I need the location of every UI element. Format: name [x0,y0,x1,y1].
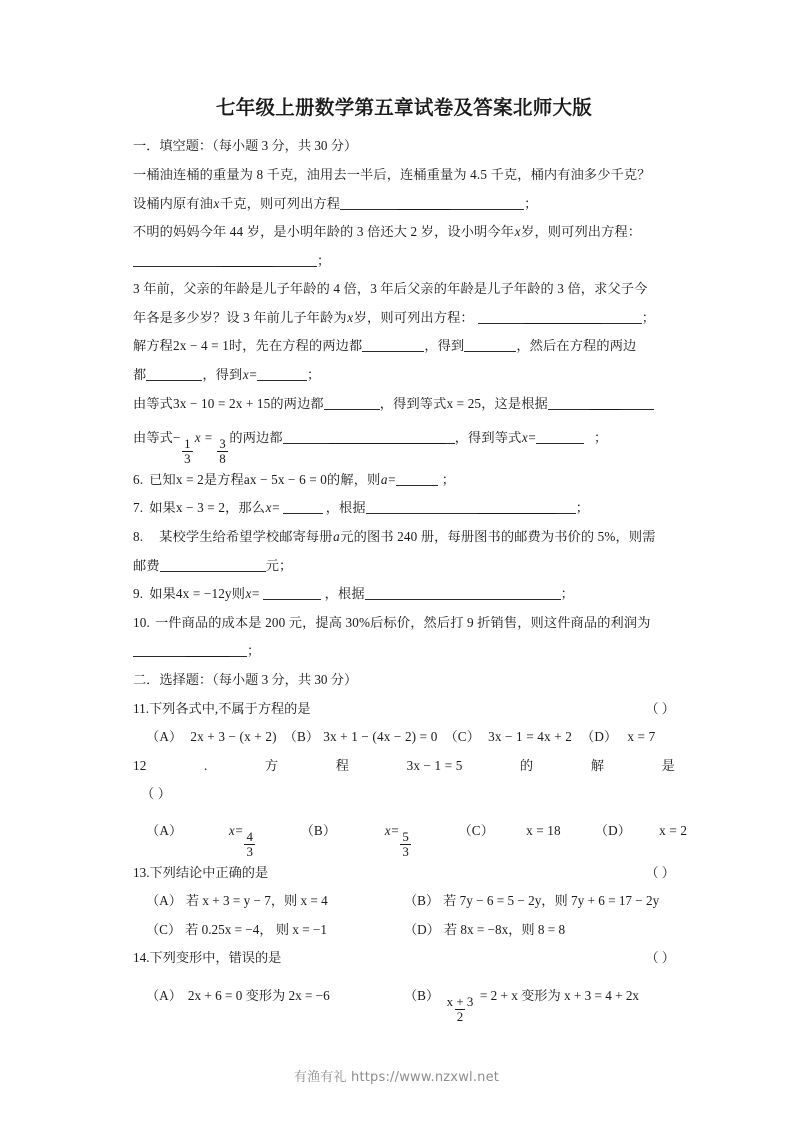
q5-text-end2: ； [594,430,608,446]
q7-eqsign: = [272,500,280,516]
q14-answer-paren: （ ） [645,950,675,966]
q7-equation: x − 3 = 2 [175,500,226,516]
q3-blank-c [602,310,642,324]
q11-option-b-text: 3x + 1 − (4x − 2) = 0 [323,729,438,745]
q12-paren: （ ） [141,786,172,802]
q5-frac2-denominator: 8 [219,451,226,467]
q2-blank-c [273,253,317,267]
question-5-line-1 [133,390,675,419]
q7-blank-b [366,501,478,515]
q1-text-mid: 千克，则可列出方程 [220,195,341,211]
q13-answer-paren: （ ） [645,864,675,880]
q13-option-c-text: 若 0.25x = −4， 则 x = −1 [185,921,328,937]
q5-blank-a [324,396,380,410]
question-10-line-2 [133,637,675,666]
q4-text-pre: 解方程 [133,338,174,354]
q5-frac1-denominator: 3 [184,451,191,467]
q13-option-b-label: （B） [404,893,440,909]
question-10-line-1 [133,609,675,638]
q9-eqsign: = [252,586,260,602]
q7-variable: x [265,500,272,516]
q2-text-end: 岁，则可列出方程： [521,224,642,240]
q12-option-b-eq: = [391,822,399,838]
q4-text-mid2: ，得到 [424,338,465,354]
question-5-line-2: 由等式− $\frac{1}{3}$ x = $\frac{3}{8}$ 的两边都 ，得到等式x= ； [133,430,608,467]
q12-option-a-eq: = [235,822,243,838]
q14-option-a-text: 2x + 6 = 0 变形为 2x = −6 [187,987,330,1003]
q13-option-a-text: 若 x + 3 = y − 7，则 x = 4 [185,893,328,909]
q11-option-c-label[interactable]: （C） [444,729,481,745]
q9-text-pre: 如果 [149,586,176,602]
document-content [133,96,688,1024]
q12-word-fang: 方 [264,757,279,773]
q8-text-mid: 元的图书 240 册，每册图书的邮费为书价的 5%，则需 [340,529,656,545]
q12-opt-b-denominator: 3 [402,843,409,859]
q8-unit: 元； [265,557,293,573]
q4-text-end2: ； [306,367,321,383]
q5-equation-1: 3x − 10 = 2x + 15 [173,395,271,411]
q4-equation: 2x − 4 = 1 [173,338,229,354]
q11-answer-paren: （ ） [645,700,675,716]
q8-number: 8. [133,529,144,545]
q12-option-a-var: x [228,822,235,838]
q5-text-mid4: ，得到等式 [454,430,522,446]
q12-option-b-var: x [384,822,391,838]
q11-stem-text [133,695,311,724]
q10-text: 一件商品的成本是 200 元，提高 30%后标价，然后打 9 折销售，则这件商品的利润为 [154,614,651,630]
q5-equation-2: x = 25 [446,395,482,411]
q3-text-pre: 年各是多少岁？设 3 年前儿子年龄为 [133,309,347,325]
q4-text-pre2: 都 [133,367,147,383]
q5-text-pre: 由等式 [133,395,174,411]
q14-opt-b-numerator: x + 3 [446,994,474,1010]
section-two-heading: 二．选择题：（每小题 3 分，共 30 分） [133,672,358,688]
q5-frac2-numerator: 3 [219,436,226,452]
q5-text-mid: 的两边都 [270,395,324,411]
q12-opt-a-denominator: 3 [246,843,254,859]
q5-blank-d [620,396,654,410]
q12-option-d-label[interactable]: （D） [594,822,632,838]
q7-text-end: ； [575,500,590,516]
q12-option-c-text: x = 18 [526,822,561,838]
q3-text-mid: 岁，则可列出方程： [353,309,474,325]
q8-variable: a [333,529,340,545]
q1-text-pre: 设桶内原有油 [133,195,214,211]
question-1-line-2 [133,190,675,219]
q2-blank-b [221,253,273,267]
q14-option-a-label: （A） [146,987,182,1003]
question-14-options-row-1 [133,973,675,1024]
question-13-stem [133,859,675,888]
q10-blank-b [185,644,229,658]
q6-equation-1: x = 2 [175,471,204,487]
q6-number: 6. [133,471,144,487]
q3-text-end: ； [641,309,656,325]
q5-blank-f [329,431,445,445]
q6-text-pre: 已知 [149,471,176,487]
q9-blank-b [365,587,561,601]
question-4-line-1 [133,332,675,361]
q4-text-mid: 时，先在方程的两边都 [228,338,363,354]
q1-text-end: ； [524,195,538,211]
q5-frac1-numerator: 1 [184,436,191,452]
q2-blank-a [133,253,221,267]
q7-number: 7. [133,500,144,516]
q10-text-end: ； [247,643,261,659]
q9-text-mid2: ，根据 [324,586,365,602]
q5-fraction-1 [182,437,193,465]
q5-blank-e [283,431,329,445]
q10-blank-c [229,644,247,658]
question-13-options-row-1 [133,887,675,916]
q7-text-mid: ，那么 [225,500,266,516]
question-2-line-1 [133,218,675,247]
question-2-line-2 [133,247,675,276]
q11-text: 下列各式中,不属于方程的是 [149,700,311,716]
q13-option-d[interactable] [404,916,675,945]
q12-word-de: 的 [520,757,534,773]
q13-option-b-text: 若 7y − 6 = 5 − 2y，则 7y + 6 = 17 − 2y [443,893,660,909]
q14-opt-b-denominator: 2 [456,1008,464,1024]
q14-stem-text [133,944,281,973]
q12-word-cheng: 程 [335,757,350,773]
question-11-options [133,723,675,752]
question-8-line-1 [133,523,675,552]
q5-text-mid3: 的两边都 [229,430,283,446]
q1-variable: x [213,195,220,211]
question-9 [133,580,675,609]
q5-blank-g [445,431,455,445]
q4-blank-b [464,339,516,353]
q7-blank-c [478,501,556,515]
footer-watermark: 有渔有礼 https://www.nzxwl.net [293,1070,500,1085]
question-7 [133,494,675,523]
q2-variable: x [514,224,521,240]
q6-text-end: ； [441,471,456,487]
question-13-options-row-2 [133,916,675,945]
q9-equation: 4x = −12y [175,586,232,602]
q4-blank-d [257,368,307,382]
question-3-line-2 [133,304,675,333]
q4-variable: x [242,367,249,383]
q4-eqsign: = [249,367,257,383]
q10-blank-a [133,644,185,658]
q13-stem-text [133,859,268,888]
q11-option-a-text: 2x + 3 − (x + 2) [190,729,277,745]
q7-blank-a [283,501,323,515]
q6-blank [396,472,438,486]
q9-text-mid: 则 [231,586,246,602]
q14-text: 下列变形中，错误的是 [149,950,282,966]
q13-option-c[interactable] [133,916,404,945]
q14-option-a[interactable] [133,973,404,1024]
q12-option-b-label[interactable]: （B） [300,822,337,838]
q12-number: 12 [133,757,147,773]
question-6 [133,466,675,495]
q5-blank-c [590,396,620,410]
q11-option-d-text: x = 7 [627,729,656,745]
q12-opt-a-numerator: 4 [246,829,254,845]
q3-variable: x [347,309,354,325]
q11-option-d-label[interactable]: （D） [580,729,618,745]
q4-blank-a [362,339,424,353]
q6-text-mid2: 的解，则 [327,471,381,487]
q12-option-c-label[interactable]: （C） [458,822,495,838]
q5-text-mid2: ，得到等式 [379,395,447,411]
q8-blank [160,558,266,572]
q1-blank-c [450,196,524,210]
q5-variable-x2: x [521,430,528,446]
q12-word-jie: 解 [590,757,605,773]
q11-option-b-label[interactable]: （B） [283,729,320,745]
question-12-answer-paren [133,780,675,809]
q9-number: 9. [133,586,144,602]
q3-blank-b [524,310,602,324]
q5-blank-b [548,396,590,410]
q9-blank-a [263,587,321,601]
question-1-line-1: 一桶油连桶的重量为 8 千克，油用去一半后，连桶重量为 4.5 千克，桶内有油多少千克？ [133,166,651,182]
q12-option-d-text: x = 2 [659,822,688,838]
q14-number: 14. [133,950,150,966]
q14-option-b-label: （B） [404,987,440,1003]
q4-text-mid3: ，得到 [202,367,243,383]
q4-text-end: ，然后在方程的两边 [516,338,637,354]
q6-text-mid: 是方程 [203,471,244,487]
q6-equation-2: ax − 5x − 6 = 0 [243,471,328,487]
q13-option-a[interactable] [133,887,404,916]
q7-text-pre: 如果 [149,500,176,516]
q12-option-a-label[interactable]: （A） [146,822,183,838]
q7-blank-d [556,501,576,515]
q13-option-a-label: （A） [146,893,182,909]
q2-text-end: ； [317,252,331,268]
question-12-options [133,809,688,859]
section-one-heading: 一．填空题：（每小题 3 分，共 30 分） [133,138,358,154]
question-8-line-2 [133,552,675,581]
q3-blank-a [478,310,524,324]
question-14-stem [133,944,675,973]
q1-blank-b [398,196,450,210]
q5-variable-x: x [194,430,201,446]
page-title: 七年级上册数学第五章试卷及答案北师大版 [215,98,593,119]
q4-blank-c [146,368,202,382]
q1-blank-a [340,196,398,210]
question-11-stem [133,695,675,724]
q2-text-pre: 不明的妈妈今年 44 岁，是小明年龄的 3 倍还大 2 岁，设小明今年 [133,224,515,240]
q11-number: 11. [133,700,149,716]
q8-text-pre: 某校学生给希望学校邮寄每册 [159,529,333,545]
q12-equation: 3x − 1 = 5 [406,757,463,773]
q14-option-b-fraction [445,995,476,1023]
question-4-line-2 [133,361,675,390]
q9-text-end: ； [560,586,574,602]
q13-number: 13. [133,864,150,880]
q12-opt-b-numerator: 5 [402,829,409,845]
q6-eqsign: = [388,471,396,487]
q12-option-a-fraction [244,830,255,858]
q6-variable: a [380,471,388,487]
q14-option-b-rest: = 2 + x 变形为 x + 3 = 4 + 2x [479,987,640,1003]
q13-text: 下列结论中正确的是 [149,864,269,880]
q13-option-d-text: 若 8x = −8x，则 8 = 8 [443,921,566,937]
q11-option-c-text: 3x − 1 = 4x + 2 [488,729,572,745]
q12-option-b-fraction [400,830,411,858]
q14-option-b[interactable] [404,973,675,1024]
q10-number: 10. [133,614,150,630]
q5-fraction-2 [217,437,228,465]
q12-dot: . [203,757,208,773]
q5-text-pre2: 由等式 [133,430,174,446]
q11-option-a-label[interactable]: （A） [146,729,183,745]
question-12-stem [133,752,675,781]
question-3-line-1: 3 年前，父亲的年龄是儿子年龄的 4 倍，3 年后父亲的年龄是儿子年龄的 3 倍，求父子今 [133,281,648,297]
q13-option-b[interactable] [404,887,675,916]
q13-option-c-label: （C） [146,921,182,937]
q8-text-pre2: 邮费 [133,557,160,573]
q13-option-d-label: （D） [404,921,440,937]
q5-blank-h [536,431,584,445]
q9-variable: x [245,586,252,602]
q7-text-mid2: ，根据 [325,500,366,516]
q5-text-end: ，这是根据 [481,395,548,411]
q12-word-shi: 是 [661,757,675,773]
